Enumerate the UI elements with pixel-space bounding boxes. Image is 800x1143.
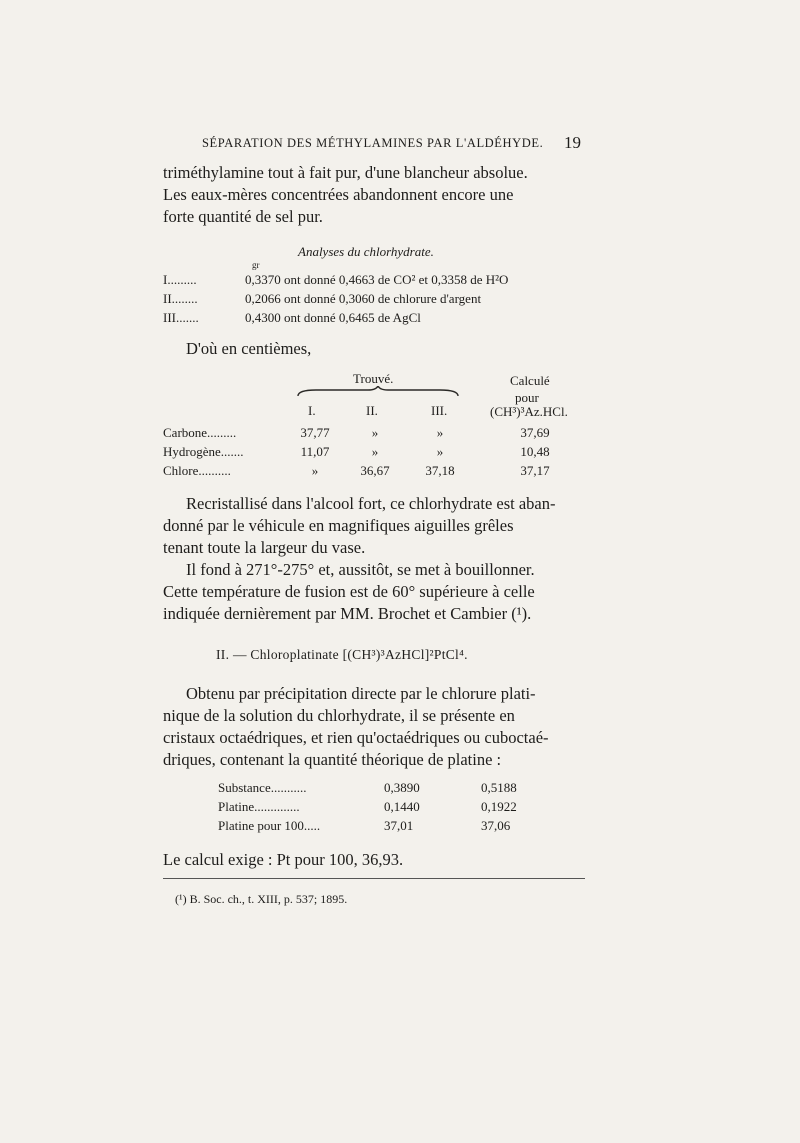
- footnote: (¹) B. Soc. ch., t. XIII, p. 537; 1895.: [175, 892, 348, 906]
- recrist-line-2: donné par le véhicule en magnifiques aiguilles grêles: [163, 516, 514, 535]
- analysis-label-2: II........: [163, 291, 198, 306]
- obtenu-line-2: nique de la solution du chlorhydrate, il se présente en: [163, 706, 515, 725]
- recrist-line-4: Il fond à 271°-275° et, aussitôt, se met à bouillonner.: [186, 560, 535, 579]
- found-header: Trouvé.: [353, 371, 394, 386]
- plat-3-a: 37,01: [384, 818, 414, 833]
- cent-1-v1: 37,77: [300, 425, 330, 440]
- section-2-title: II. — Chloroplatinate [(CH³)³AzHCl]²PtCl⁴.: [216, 647, 468, 662]
- analysis-text-2: 0,2066 ont donné 0,3060 de chlorure d'argent: [245, 291, 482, 306]
- analyses-title: Analyses du chlorhydrate.: [298, 244, 434, 259]
- plat-label-1: Substance...........: [218, 780, 307, 795]
- recrist-line-5: Cette température de fusion est de 60° supérieure à celle: [163, 582, 535, 601]
- cent-label-2: Hydrogène.......: [163, 444, 244, 459]
- col-head-3: III.: [431, 403, 448, 418]
- page-number: 19: [564, 133, 581, 152]
- cent-3-v1: »: [311, 463, 319, 478]
- analysis-label-3: III.......: [163, 310, 199, 325]
- plat-1-a: 0,3890: [384, 780, 420, 795]
- running-title: SÉPARATION DES MÉTHYLAMINES PAR L'ALDÉHYDE.: [202, 136, 544, 150]
- cent-1-v3: »: [436, 425, 444, 440]
- cent-label-1: Carbone.........: [163, 425, 237, 440]
- recrist-line-1: Recristallisé dans l'alcool fort, ce chlorhydrate est aban-: [186, 494, 556, 513]
- calcul-line: Le calcul exige : Pt pour 100, 36,93.: [163, 850, 404, 869]
- plat-label-3: Platine pour 100.....: [218, 818, 321, 833]
- cent-3-calc: 37,17: [520, 463, 550, 478]
- found-brace: [296, 386, 461, 398]
- plat-3-b: 37,06: [481, 818, 511, 833]
- cent-label-3: Chlore..........: [163, 463, 231, 478]
- plat-label-2: Platine..............: [218, 799, 300, 814]
- cent-3-v3: 37,18: [425, 463, 455, 478]
- col-head-2: II.: [366, 403, 378, 418]
- cent-2-v3: »: [436, 444, 444, 459]
- plat-2-b: 0,1922: [481, 799, 517, 814]
- plat-1-b: 0,5188: [481, 780, 517, 795]
- obtenu-line-1: Obtenu par précipitation directe par le chlorure plati-: [186, 684, 536, 703]
- footnote-rule: [163, 878, 585, 879]
- analysis-label-1: I.........: [163, 272, 197, 287]
- intro-line-3: forte quantité de sel pur.: [163, 207, 323, 226]
- analysis-text-3: 0,4300 ont donné 0,6465 de AgCl: [245, 310, 421, 325]
- calc-header-1: Calculé: [510, 373, 550, 388]
- plat-2-a: 0,1440: [384, 799, 420, 814]
- analysis-text-1: 0,3370 ont donné 0,4663 de CO² et 0,3358 de H²O: [245, 272, 509, 287]
- cent-2-v1: 11,07: [300, 444, 330, 459]
- intro-line-2: Les eaux-mères concentrées abandonnent encore une: [163, 185, 514, 204]
- cent-3-v2: 36,67: [360, 463, 390, 478]
- cent-2-calc: 10,48: [520, 444, 550, 459]
- cent-1-calc: 37,69: [520, 425, 550, 440]
- calc-header-3: (CH³)³Az.HCl.: [490, 404, 568, 419]
- obtenu-line-4: driques, contenant la quantité théorique de platine :: [163, 750, 502, 769]
- intro-line-1: triméthylamine tout à fait pur, d'une blancheur absolue.: [163, 163, 528, 182]
- centiemes-intro: D'où en centièmes,: [186, 339, 312, 358]
- col-head-1: I.: [308, 403, 316, 418]
- cent-2-v2: »: [371, 444, 379, 459]
- recrist-line-3: tenant toute la largeur du vase.: [163, 538, 366, 557]
- unit-label: gr: [252, 260, 260, 270]
- calc-header-2: pour: [515, 390, 539, 405]
- cent-1-v2: »: [371, 425, 379, 440]
- obtenu-line-3: cristaux octaédriques, et rien qu'octaédriques ou cuboctaé-: [163, 728, 549, 747]
- recrist-line-6: indiquée dernièrement par MM. Brochet et Cambier (¹).: [163, 604, 532, 623]
